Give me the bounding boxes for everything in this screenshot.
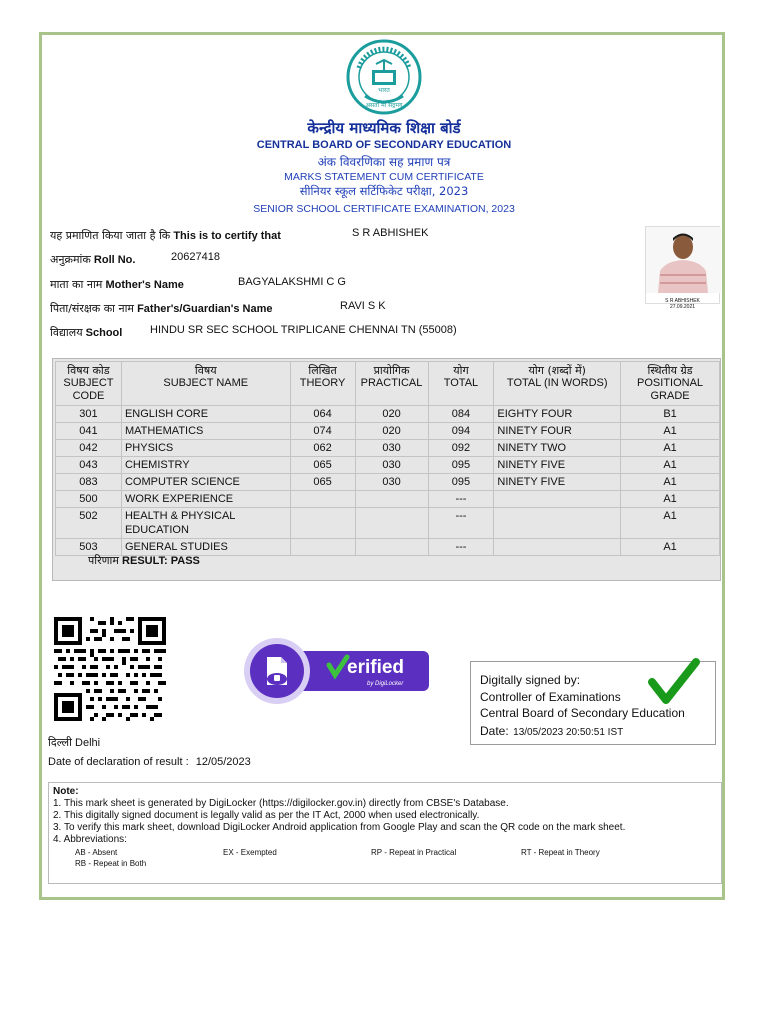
cell-theory: 074	[290, 423, 355, 440]
declaration-line: Date of declaration of result : 12/05/2023	[48, 756, 251, 768]
header-total-words: योग (शब्दों में) TOTAL (IN WORDS)	[494, 362, 621, 406]
cell-practical: 030	[355, 474, 428, 491]
photo-caption-date: 27.09.2021	[669, 304, 696, 310]
table-row	[56, 440, 720, 457]
cell-words: NINETY FIVE	[494, 457, 621, 474]
cell-words	[494, 491, 621, 508]
table-row	[56, 457, 720, 474]
cell-words	[494, 508, 621, 539]
cell-grade: A1	[621, 508, 720, 539]
note-line: 2. This digitally signed document is legally valid as per the IT Act, 2000 when used electronically.	[53, 810, 480, 821]
cell-grade: A1	[621, 457, 720, 474]
school-name: HINDU SR SEC SCHOOL TRIPLICANE CHENNAI TN (55008)	[150, 324, 457, 336]
sig-date-line: Date: 13/05/2023 20:50:51 IST	[480, 724, 624, 738]
cell-subject: PHYSICS	[121, 440, 290, 457]
cell-theory: 064	[290, 406, 355, 423]
logo-inner-text: भारत	[378, 87, 390, 94]
cell-code: 041	[56, 423, 122, 440]
cell-practical	[355, 508, 428, 539]
cell-words: NINETY TWO	[494, 440, 621, 457]
cell-code: 043	[56, 457, 122, 474]
cell-subject: CHEMISTRY	[121, 457, 290, 474]
cell-words	[494, 539, 621, 556]
abbr-repeat-theory: RT - Repeat in Theory	[521, 848, 600, 857]
cell-grade: B1	[621, 406, 720, 423]
cell-subject: HEALTH & PHYSICAL EDUCATION	[121, 508, 290, 539]
table-row	[56, 406, 720, 423]
table-row	[56, 491, 720, 508]
cell-practical: 020	[355, 406, 428, 423]
green-check-icon	[648, 656, 700, 706]
cell-grade: A1	[621, 423, 720, 440]
cell-theory: 065	[290, 474, 355, 491]
cell-total: ---	[428, 508, 494, 539]
header-subject-name: विषय SUBJECT NAME	[121, 362, 290, 406]
cell-subject: COMPUTER SCIENCE	[121, 474, 290, 491]
table-header-row	[56, 362, 720, 406]
roll-number: 20627418	[171, 251, 220, 263]
sig-line-3: Central Board of Secondary Education	[480, 706, 685, 720]
roll-label: अनुक्रमांक Roll No.	[50, 253, 136, 266]
cell-grade: A1	[621, 474, 720, 491]
student-name: S R ABHISHEK	[352, 227, 429, 239]
abbr-repeat-practical: RP - Repeat in Practical	[371, 848, 457, 857]
header-theory: लिखित THEORY	[290, 362, 355, 406]
cell-practical	[355, 539, 428, 556]
marks-table	[55, 361, 720, 556]
mother-name: BAGYALAKSHMI C G	[238, 276, 346, 288]
mother-label: माता का नाम Mother's Name	[50, 278, 184, 291]
cell-code: 083	[56, 474, 122, 491]
verified-badge	[243, 637, 431, 705]
sig-line-1: Digitally signed by:	[480, 673, 581, 687]
school-label: विद्यालय School	[50, 326, 123, 339]
cert-title-english: MARKS STATEMENT CUM CERTIFICATE	[284, 171, 484, 183]
student-photo	[645, 226, 720, 310]
result-line: परिणाम RESULT: PASS	[88, 554, 200, 567]
cell-code: 503	[56, 539, 122, 556]
cell-grade: A1	[621, 440, 720, 457]
cell-code: 502	[56, 508, 122, 539]
marks-table-container	[52, 358, 721, 581]
cell-subject: ENGLISH CORE	[121, 406, 290, 423]
qr-code-icon[interactable]	[54, 617, 166, 721]
cell-theory	[290, 539, 355, 556]
note-line: 1. This mark sheet is generated by DigiLocker (https://digilocker.gov.in) directly from CBSE's Database.	[53, 798, 509, 809]
board-name-english: CENTRAL BOARD OF SECONDARY EDUCATION	[256, 139, 512, 151]
header-total: योग TOTAL	[428, 362, 494, 406]
cell-practical	[355, 491, 428, 508]
verified-by-text: by DigiLocker	[367, 681, 404, 687]
photo-caption-name: S R ABHISHEK	[665, 298, 700, 304]
exam-title-hindi: सीनियर स्कूल सर्टिफिकेट परीक्षा, 2023	[299, 184, 469, 198]
logo-motto: असतो मा सद्गमय	[365, 102, 403, 109]
cell-subject: MATHEMATICS	[121, 423, 290, 440]
cell-total: 095	[428, 474, 494, 491]
note-line: 4. Abbreviations:	[53, 834, 127, 845]
cell-practical: 030	[355, 457, 428, 474]
board-name-hindi: केन्द्रीय माध्यमिक शिक्षा बोर्ड	[307, 119, 461, 137]
cell-theory	[290, 508, 355, 539]
cell-code: 500	[56, 491, 122, 508]
cell-total: ---	[428, 539, 494, 556]
father-label: पिता/संरक्षक का नाम Father's/Guardian's Name	[50, 302, 273, 315]
exam-title-english: SENIOR SCHOOL CERTIFICATE EXAMINATION, 2023	[253, 203, 515, 215]
cell-words: NINETY FIVE	[494, 474, 621, 491]
abbr-repeat-both: RB - Repeat in Both	[75, 859, 147, 868]
header-grade: स्थितीय ग्रेड POSITIONAL GRADE	[621, 362, 720, 406]
place-line: दिल्ली Delhi	[48, 736, 101, 749]
table-row	[56, 508, 720, 539]
abbr-absent: AB - Absent	[75, 848, 118, 857]
cell-words: EIGHTY FOUR	[494, 406, 621, 423]
verified-text: erified	[347, 657, 405, 678]
sig-line-2: Controller of Examinations	[480, 690, 621, 704]
abbr-exempted: EX - Exempted	[223, 848, 277, 857]
table-row	[56, 423, 720, 440]
cell-theory	[290, 491, 355, 508]
header-practical: प्रायोगिक PRACTICAL	[355, 362, 428, 406]
header-subject-code: विषय कोड SUBJECT CODE	[56, 362, 122, 406]
cell-grade: A1	[621, 491, 720, 508]
cert-title-hindi: अंक विवरणिका सह प्रमाण पत्र	[317, 155, 451, 169]
cell-total: 094	[428, 423, 494, 440]
certify-line: यह प्रमाणित किया जाता है कि This is to certify that	[50, 229, 281, 242]
cell-total: 092	[428, 440, 494, 457]
person-photo-icon	[646, 227, 721, 293]
notes-box	[48, 782, 722, 884]
notes-title: Note:	[53, 786, 79, 797]
cell-theory: 065	[290, 457, 355, 474]
cell-total: 084	[428, 406, 494, 423]
cell-total: 095	[428, 457, 494, 474]
note-line: 3. To verify this mark sheet, download DigiLocker Android application from Google Play and scan the QR code on the mark sheet.	[53, 822, 626, 833]
cell-code: 042	[56, 440, 122, 457]
cell-words: NINETY FOUR	[494, 423, 621, 440]
cell-code: 301	[56, 406, 122, 423]
cell-theory: 062	[290, 440, 355, 457]
cell-subject: GENERAL STUDIES	[121, 539, 290, 556]
cell-total: ---	[428, 491, 494, 508]
cell-grade: A1	[621, 539, 720, 556]
cell-subject: WORK EXPERIENCE	[121, 491, 290, 508]
cell-practical: 020	[355, 423, 428, 440]
cell-practical: 030	[355, 440, 428, 457]
table-row	[56, 474, 720, 491]
father-name: RAVI S K	[340, 300, 386, 312]
